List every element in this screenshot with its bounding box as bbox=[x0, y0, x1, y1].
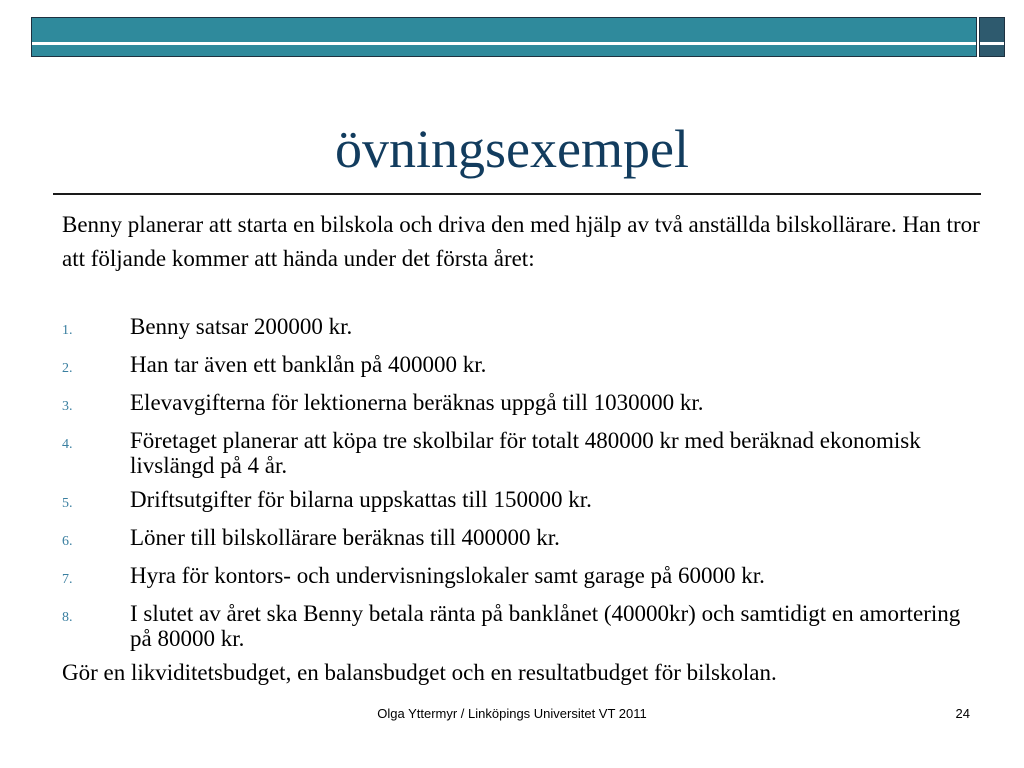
list-item-text: Hyra för kontors- och undervisningslokaler samt garage på 60000 kr. bbox=[130, 563, 765, 588]
slide-content bbox=[62, 208, 982, 688]
list-item bbox=[62, 314, 982, 343]
title-divider bbox=[53, 193, 981, 195]
list-item bbox=[62, 563, 982, 592]
closing-paragraph: Gör en likviditetsbudget, en balansbudget och en resultatbudget för bilskolan. bbox=[62, 660, 777, 685]
list-item-number: 2. bbox=[62, 361, 73, 376]
list-item bbox=[62, 601, 982, 651]
list-item-number: 7. bbox=[62, 572, 73, 587]
list-item-text: I slutet av året ska Benny betala ränta på banklånet (40000kr) och samtidigt en amortering på 80000 kr. bbox=[130, 601, 961, 651]
list-item-text: Han tar även ett banklån på 400000 kr. bbox=[130, 352, 487, 377]
slide-title: övningsexempel bbox=[335, 119, 689, 179]
intro-paragraph: Benny planerar att starta en bilskola och driva den med hjälp av två anställda bilskollärare. Han tror att följande kommer att hända under det första året: bbox=[62, 212, 980, 271]
page-number: 24 bbox=[955, 706, 970, 721]
list-item-text: Löner till bilskollärare beräknas till 400000 kr. bbox=[130, 525, 560, 550]
list-item bbox=[62, 428, 982, 478]
list-item-number: 3. bbox=[62, 399, 73, 414]
list-item-text: Elevavgifterna för lektionerna beräknas uppgå till 1030000 kr. bbox=[130, 390, 704, 415]
footer-text: Olga Yttermyr / Linköpings Universitet VT 2011 bbox=[377, 706, 647, 721]
header-bar bbox=[31, 17, 977, 57]
list-item bbox=[62, 525, 982, 554]
list-item-number: 6. bbox=[62, 534, 73, 549]
list-item bbox=[62, 352, 982, 381]
list-item-number: 4. bbox=[62, 437, 73, 452]
list-item-text: Benny satsar 200000 kr. bbox=[130, 314, 353, 339]
header-corner-stripe bbox=[980, 42, 1004, 45]
list-item-number: 1. bbox=[62, 323, 73, 338]
list-item-text: Företaget planerar att köpa tre skolbilar för totalt 480000 kr med beräknad ekonomisk livslängd på 4 år. bbox=[130, 428, 921, 478]
numbered-list bbox=[62, 314, 982, 651]
list-item-number: 5. bbox=[62, 496, 73, 511]
header-corner-square bbox=[979, 17, 1005, 57]
header-bar-stripe bbox=[32, 42, 976, 45]
list-item-number: 8. bbox=[62, 610, 73, 625]
list-item bbox=[62, 390, 982, 419]
list-item bbox=[62, 487, 982, 516]
list-item-text: Driftsutgifter för bilarna uppskattas till 150000 kr. bbox=[130, 487, 592, 512]
